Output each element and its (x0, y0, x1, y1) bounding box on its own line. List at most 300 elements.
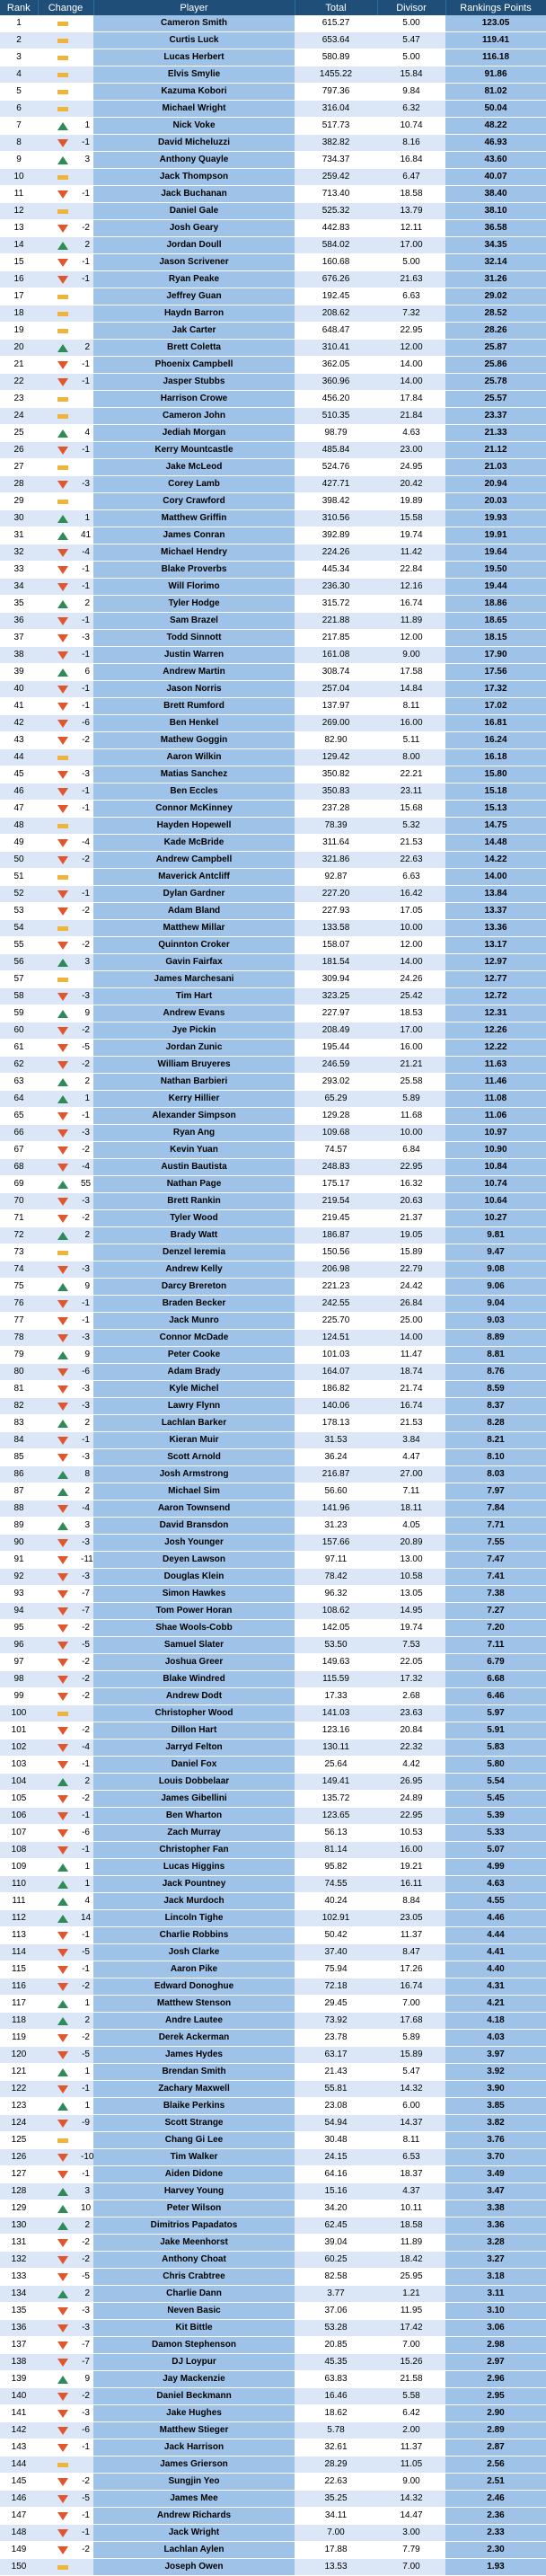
total-cell: 178.13 (295, 1415, 377, 1432)
rank-cell: 115 (0, 1961, 38, 1978)
header-rank[interactable]: Rank (0, 0, 38, 15)
player-name: Lawry Flynn (93, 1398, 295, 1415)
points-cell: 17.90 (445, 647, 546, 664)
change-value: -2 (82, 1981, 90, 1991)
total-cell: 227.97 (295, 1005, 377, 1022)
table-row (0, 732, 546, 749)
change-value: -3 (82, 1332, 90, 1342)
change-cell (38, 1398, 93, 1415)
total-cell: 7.00 (295, 2525, 377, 2542)
rank-cell: 24 (0, 408, 38, 425)
divisor-cell: 13.00 (377, 1552, 445, 1569)
divisor-cell: 11.37 (377, 1927, 445, 1944)
total-cell: 3.77 (295, 2286, 377, 2303)
rank-cell: 96 (0, 1637, 38, 1654)
arrow-down-icon (57, 2529, 68, 2537)
player-name: Elvis Smylie (93, 66, 295, 84)
divisor-cell: 14.37 (377, 2115, 445, 2132)
points-cell: 19.93 (445, 510, 546, 527)
player-name: Kyle Michel (93, 1381, 295, 1398)
table-row (0, 715, 546, 732)
player-name: Nick Voke (93, 118, 295, 135)
total-cell: 224.26 (295, 544, 377, 562)
points-cell: 3.38 (445, 2200, 546, 2217)
no-change-icon (57, 1251, 68, 1255)
total-cell: 157.66 (295, 1535, 377, 1552)
points-cell: 8.89 (445, 1330, 546, 1347)
arrow-up-icon (57, 1095, 68, 1103)
total-cell: 37.06 (295, 2303, 377, 2320)
rank-cell: 138 (0, 2354, 38, 2371)
player-name: Jake McLeod (93, 459, 295, 476)
change-cell (38, 1944, 93, 1961)
no-change-icon (57, 926, 68, 931)
player-name: Jordan Zunic (93, 1040, 295, 1057)
table-row (0, 1040, 546, 1057)
points-cell: 5.83 (445, 1739, 546, 1757)
rank-cell: 70 (0, 1193, 38, 1210)
points-cell: 43.60 (445, 152, 546, 169)
change-value: -2 (82, 1725, 90, 1735)
rank-cell: 97 (0, 1654, 38, 1671)
change-cell (38, 2559, 93, 2576)
table-row (0, 2030, 546, 2047)
points-cell: 7.38 (445, 1586, 546, 1603)
header-divisor[interactable]: Divisor (377, 0, 445, 15)
arrow-up-icon (57, 1778, 68, 1786)
change-cell (38, 459, 93, 476)
change-cell (38, 1774, 93, 1791)
rank-cell: 128 (0, 2183, 38, 2200)
arrow-down-icon (57, 942, 68, 950)
total-cell: 398.42 (295, 493, 377, 510)
change-value: -5 (82, 2271, 90, 2281)
rank-cell: 63 (0, 1074, 38, 1091)
table-row (0, 1330, 546, 1347)
arrow-down-icon (57, 1164, 68, 1172)
player-name: Dylan Gardner (93, 886, 295, 903)
change-value: -2 (82, 940, 90, 950)
change-cell (38, 1227, 93, 1244)
divisor-cell: 3.00 (377, 2525, 445, 2542)
rank-cell: 6 (0, 101, 38, 118)
rank-cell: 13 (0, 220, 38, 237)
points-cell: 9.81 (445, 1227, 546, 1244)
change-cell (38, 1159, 93, 1176)
arrow-down-icon (57, 1829, 68, 1837)
rank-cell: 54 (0, 920, 38, 937)
divisor-cell: 18.58 (377, 2217, 445, 2235)
points-cell: 2.36 (445, 2508, 546, 2525)
total-cell: 181.54 (295, 954, 377, 971)
total-cell: 115.59 (295, 1671, 377, 1688)
arrow-down-icon (57, 1624, 68, 1633)
table-row (0, 2235, 546, 2252)
divisor-cell: 14.84 (377, 681, 445, 698)
points-cell: 5.97 (445, 1705, 546, 1722)
total-cell: 97.11 (295, 1552, 377, 1569)
change-value: -1 (82, 2510, 90, 2520)
divisor-cell: 10.00 (377, 920, 445, 937)
divisor-cell: 26.84 (377, 1296, 445, 1313)
points-cell: 18.15 (445, 630, 546, 647)
rank-cell: 5 (0, 84, 38, 101)
arrow-up-icon (57, 1283, 68, 1291)
divisor-cell: 3.84 (377, 1432, 445, 1449)
player-name: Damon Stephenson (93, 2337, 295, 2354)
rank-cell: 86 (0, 1466, 38, 1483)
points-cell: 16.18 (445, 749, 546, 766)
rank-cell: 111 (0, 1893, 38, 1910)
total-cell: 186.82 (295, 1381, 377, 1398)
arrow-down-icon (57, 1949, 68, 1957)
player-name: Aiden Didone (93, 2166, 295, 2183)
player-name: Anthony Quayle (93, 152, 295, 169)
arrow-down-icon (57, 1198, 68, 1206)
total-cell: 237.28 (295, 801, 377, 818)
table-row (0, 869, 546, 886)
change-value: -4 (82, 837, 90, 847)
arrow-down-icon (57, 1061, 68, 1069)
player-name: Simon Hawkes (93, 1586, 295, 1603)
total-cell: 648.47 (295, 323, 377, 340)
divisor-cell: 19.05 (377, 1227, 445, 1244)
points-cell: 5.39 (445, 1808, 546, 1825)
divisor-cell: 7.79 (377, 2542, 445, 2559)
table-row (0, 818, 546, 835)
rank-cell: 31 (0, 527, 38, 544)
divisor-cell: 11.95 (377, 2303, 445, 2320)
change-value: -2 (82, 1657, 90, 1667)
change-value: -2 (82, 1793, 90, 1803)
total-cell: 53.28 (295, 2320, 377, 2337)
player-name: Aaron Wilkin (93, 749, 295, 766)
points-cell: 16.24 (445, 732, 546, 749)
header-points[interactable]: Rankings Points (445, 0, 546, 15)
table-row (0, 1842, 546, 1859)
change-value: -3 (82, 1452, 90, 1462)
arrow-down-icon (57, 703, 68, 711)
change-cell (38, 2132, 93, 2149)
player-name: Lachlan Barker (93, 1415, 295, 1432)
total-cell: 95.82 (295, 1859, 377, 1876)
player-name: Cameron Smith (93, 15, 295, 32)
player-name: Lachlan Aylen (93, 2542, 295, 2559)
total-cell: 242.55 (295, 1296, 377, 1313)
points-cell: 16.81 (445, 715, 546, 732)
rank-cell: 135 (0, 2303, 38, 2320)
rank-cell: 85 (0, 1449, 38, 1466)
divisor-cell: 17.05 (377, 903, 445, 920)
points-cell: 8.76 (445, 1364, 546, 1381)
player-name: Jay Mackenzie (93, 2371, 295, 2388)
change-value: -2 (82, 2545, 90, 2554)
points-cell: 14.00 (445, 869, 546, 886)
arrow-down-icon (57, 1505, 68, 1513)
divisor-cell: 18.11 (377, 1500, 445, 1518)
change-cell (38, 1722, 93, 1739)
change-cell (38, 2320, 93, 2337)
points-cell: 18.86 (445, 596, 546, 613)
points-cell: 8.81 (445, 1347, 546, 1364)
total-cell: 56.13 (295, 1825, 377, 1842)
change-value: -1 (82, 1315, 90, 1325)
rank-cell: 16 (0, 271, 38, 288)
points-cell: 3.92 (445, 2064, 546, 2081)
player-name: Will Florimo (93, 579, 295, 596)
divisor-cell: 6.42 (377, 2405, 445, 2422)
change-cell (38, 596, 93, 613)
no-change-icon (57, 329, 68, 333)
rank-cell: 20 (0, 340, 38, 357)
total-cell: 23.08 (295, 2098, 377, 2115)
total-cell: 713.40 (295, 186, 377, 203)
arrow-down-icon (57, 1215, 68, 1223)
change-cell (38, 681, 93, 698)
points-cell: 13.36 (445, 920, 546, 937)
change-cell (38, 647, 93, 664)
points-cell: 23.37 (445, 408, 546, 425)
player-name: Jack Murdoch (93, 1893, 295, 1910)
arrow-up-icon (57, 156, 68, 164)
no-change-icon (57, 465, 68, 470)
divisor-cell: 22.79 (377, 1261, 445, 1279)
rank-cell: 43 (0, 732, 38, 749)
points-cell: 3.06 (445, 2320, 546, 2337)
divisor-cell: 20.63 (377, 1193, 445, 1210)
player-name: James Marchesani (93, 971, 295, 988)
rank-cell: 68 (0, 1159, 38, 1176)
player-name: James Mee (93, 2491, 295, 2508)
arrow-up-icon (57, 1471, 68, 1479)
change-value: -1 (82, 257, 90, 267)
divisor-cell: 15.89 (377, 1244, 445, 1261)
change-cell (38, 2183, 93, 2200)
change-value: -6 (82, 2425, 90, 2435)
arrow-down-icon (57, 2444, 68, 2452)
arrow-up-icon (57, 1881, 68, 1889)
change-cell (38, 1022, 93, 1040)
table-row (0, 2388, 546, 2405)
player-name: Matthew Griffin (93, 510, 295, 527)
points-cell: 20.03 (445, 493, 546, 510)
player-name: Kit Bittle (93, 2320, 295, 2337)
total-cell: 5.78 (295, 2422, 377, 2439)
player-name: Darcy Brereton (93, 1279, 295, 1296)
total-cell: 62.45 (295, 2217, 377, 2235)
player-name: Brett Rumford (93, 698, 295, 715)
table-row (0, 2439, 546, 2456)
points-cell: 4.18 (445, 2013, 546, 2030)
arrow-down-icon (57, 2085, 68, 2094)
arrow-down-icon (57, 378, 68, 386)
rank-cell: 94 (0, 1603, 38, 1620)
rank-cell: 8 (0, 135, 38, 152)
table-row (0, 1774, 546, 1791)
table-row (0, 1944, 546, 1961)
divisor-cell: 17.00 (377, 237, 445, 254)
change-value: -2 (82, 2237, 90, 2247)
player-name: James Gibellini (93, 1791, 295, 1808)
header-total[interactable]: Total (295, 0, 377, 15)
change-cell (38, 1705, 93, 1722)
arrow-down-icon (57, 1266, 68, 1274)
table-row (0, 2149, 546, 2166)
player-name: Edward Donoghue (93, 1978, 295, 1996)
table-row (0, 476, 546, 493)
total-cell: 101.03 (295, 1347, 377, 1364)
player-name: Blaike Perkins (93, 2098, 295, 2115)
table-row (0, 1688, 546, 1705)
table-row (0, 118, 546, 135)
points-cell: 8.21 (445, 1432, 546, 1449)
divisor-cell: 17.32 (377, 1671, 445, 1688)
table-row (0, 527, 546, 544)
arrow-down-icon (57, 1607, 68, 1616)
total-cell: 74.55 (295, 1876, 377, 1893)
total-cell: 257.04 (295, 681, 377, 698)
divisor-cell: 21.74 (377, 1381, 445, 1398)
rank-cell: 82 (0, 1398, 38, 1415)
rank-cell: 80 (0, 1364, 38, 1381)
points-cell: 15.80 (445, 766, 546, 783)
rank-cell: 134 (0, 2286, 38, 2303)
rank-cell: 44 (0, 749, 38, 766)
change-value: -3 (82, 1571, 90, 1581)
change-cell (38, 971, 93, 988)
change-cell (38, 2115, 93, 2132)
rank-cell: 102 (0, 1739, 38, 1757)
divisor-cell: 5.47 (377, 2064, 445, 2081)
change-cell (38, 118, 93, 135)
change-value: -5 (82, 1042, 90, 1052)
table-row (0, 1193, 546, 1210)
table-row (0, 2405, 546, 2422)
change-value: 2 (84, 1418, 90, 1428)
no-change-icon (57, 107, 68, 111)
points-cell: 2.97 (445, 2354, 546, 2371)
change-value: -7 (82, 2340, 90, 2350)
no-change-icon (57, 39, 68, 43)
arrow-down-icon (57, 651, 68, 659)
divisor-cell: 11.47 (377, 1347, 445, 1364)
total-cell: 28.29 (295, 2456, 377, 2474)
change-cell (38, 1859, 93, 1876)
change-cell (38, 203, 93, 220)
arrow-down-icon (57, 566, 68, 574)
table-row (0, 1569, 546, 1586)
arrow-up-icon (57, 1863, 68, 1872)
arrow-down-icon (57, 2427, 68, 2435)
rank-cell: 88 (0, 1500, 38, 1518)
total-cell: 142.05 (295, 1620, 377, 1637)
player-name: Ben Henkel (93, 715, 295, 732)
header-change[interactable]: Change (38, 0, 93, 15)
change-value: 9 (84, 1281, 90, 1291)
arrow-up-icon (57, 668, 68, 677)
change-cell (38, 2337, 93, 2354)
arrow-down-icon (57, 993, 68, 1001)
total-cell: 34.11 (295, 2508, 377, 2525)
change-value: -4 (82, 547, 90, 557)
rank-cell: 93 (0, 1586, 38, 1603)
table-row (0, 1398, 546, 1415)
total-cell: 221.23 (295, 1279, 377, 1296)
divisor-cell: 15.58 (377, 510, 445, 527)
points-cell: 4.63 (445, 1876, 546, 1893)
divisor-cell: 16.32 (377, 1176, 445, 1193)
table-row (0, 1500, 546, 1518)
divisor-cell: 18.37 (377, 2166, 445, 2183)
total-cell: 308.74 (295, 664, 377, 681)
total-cell: 293.02 (295, 1074, 377, 1091)
table-row (0, 766, 546, 783)
table-row (0, 1535, 546, 1552)
divisor-cell: 18.53 (377, 1005, 445, 1022)
table-row (0, 2200, 546, 2217)
table-row (0, 835, 546, 852)
rank-cell: 55 (0, 937, 38, 954)
divisor-cell: 23.00 (377, 442, 445, 459)
table-row (0, 2047, 546, 2064)
divisor-cell: 22.32 (377, 1739, 445, 1757)
change-cell (38, 1961, 93, 1978)
rank-cell: 116 (0, 1978, 38, 1996)
arrow-up-icon (57, 1915, 68, 1923)
table-row (0, 783, 546, 801)
table-row (0, 323, 546, 340)
change-cell (38, 732, 93, 749)
change-value: 4 (84, 428, 90, 438)
arrow-down-icon (57, 2512, 68, 2520)
player-name: David Bransdon (93, 1518, 295, 1535)
points-cell: 2.96 (445, 2371, 546, 2388)
change-cell (38, 2286, 93, 2303)
player-name: David Micheluzzi (93, 135, 295, 152)
points-cell: 38.40 (445, 186, 546, 203)
change-value: -7 (82, 1589, 90, 1598)
header-player[interactable]: Player (93, 0, 295, 15)
player-name: Tyler Wood (93, 1210, 295, 1227)
player-name: James Hydes (93, 2047, 295, 2064)
arrow-up-icon (57, 2000, 68, 2008)
table-row (0, 2508, 546, 2525)
points-cell: 10.84 (445, 1159, 546, 1176)
table-row (0, 357, 546, 374)
arrow-down-icon (57, 139, 68, 147)
total-cell: 129.42 (295, 749, 377, 766)
change-cell (38, 1927, 93, 1944)
change-cell (38, 2047, 93, 2064)
divisor-cell: 23.05 (377, 1910, 445, 1927)
rank-cell: 14 (0, 237, 38, 254)
player-name: Matthew Stieger (93, 2422, 295, 2439)
change-cell (38, 1535, 93, 1552)
change-cell (38, 1466, 93, 1483)
change-value: -7 (82, 1606, 90, 1616)
divisor-cell: 9.00 (377, 2474, 445, 2491)
table-row (0, 1603, 546, 1620)
divisor-cell: 1.21 (377, 2286, 445, 2303)
table-row (0, 510, 546, 527)
player-name: Maverick Antcliff (93, 869, 295, 886)
change-value: -6 (82, 1367, 90, 1377)
points-cell: 1.93 (445, 2559, 546, 2576)
rank-cell: 23 (0, 391, 38, 408)
change-cell (38, 425, 93, 442)
change-cell (38, 749, 93, 766)
table-row (0, 459, 546, 476)
